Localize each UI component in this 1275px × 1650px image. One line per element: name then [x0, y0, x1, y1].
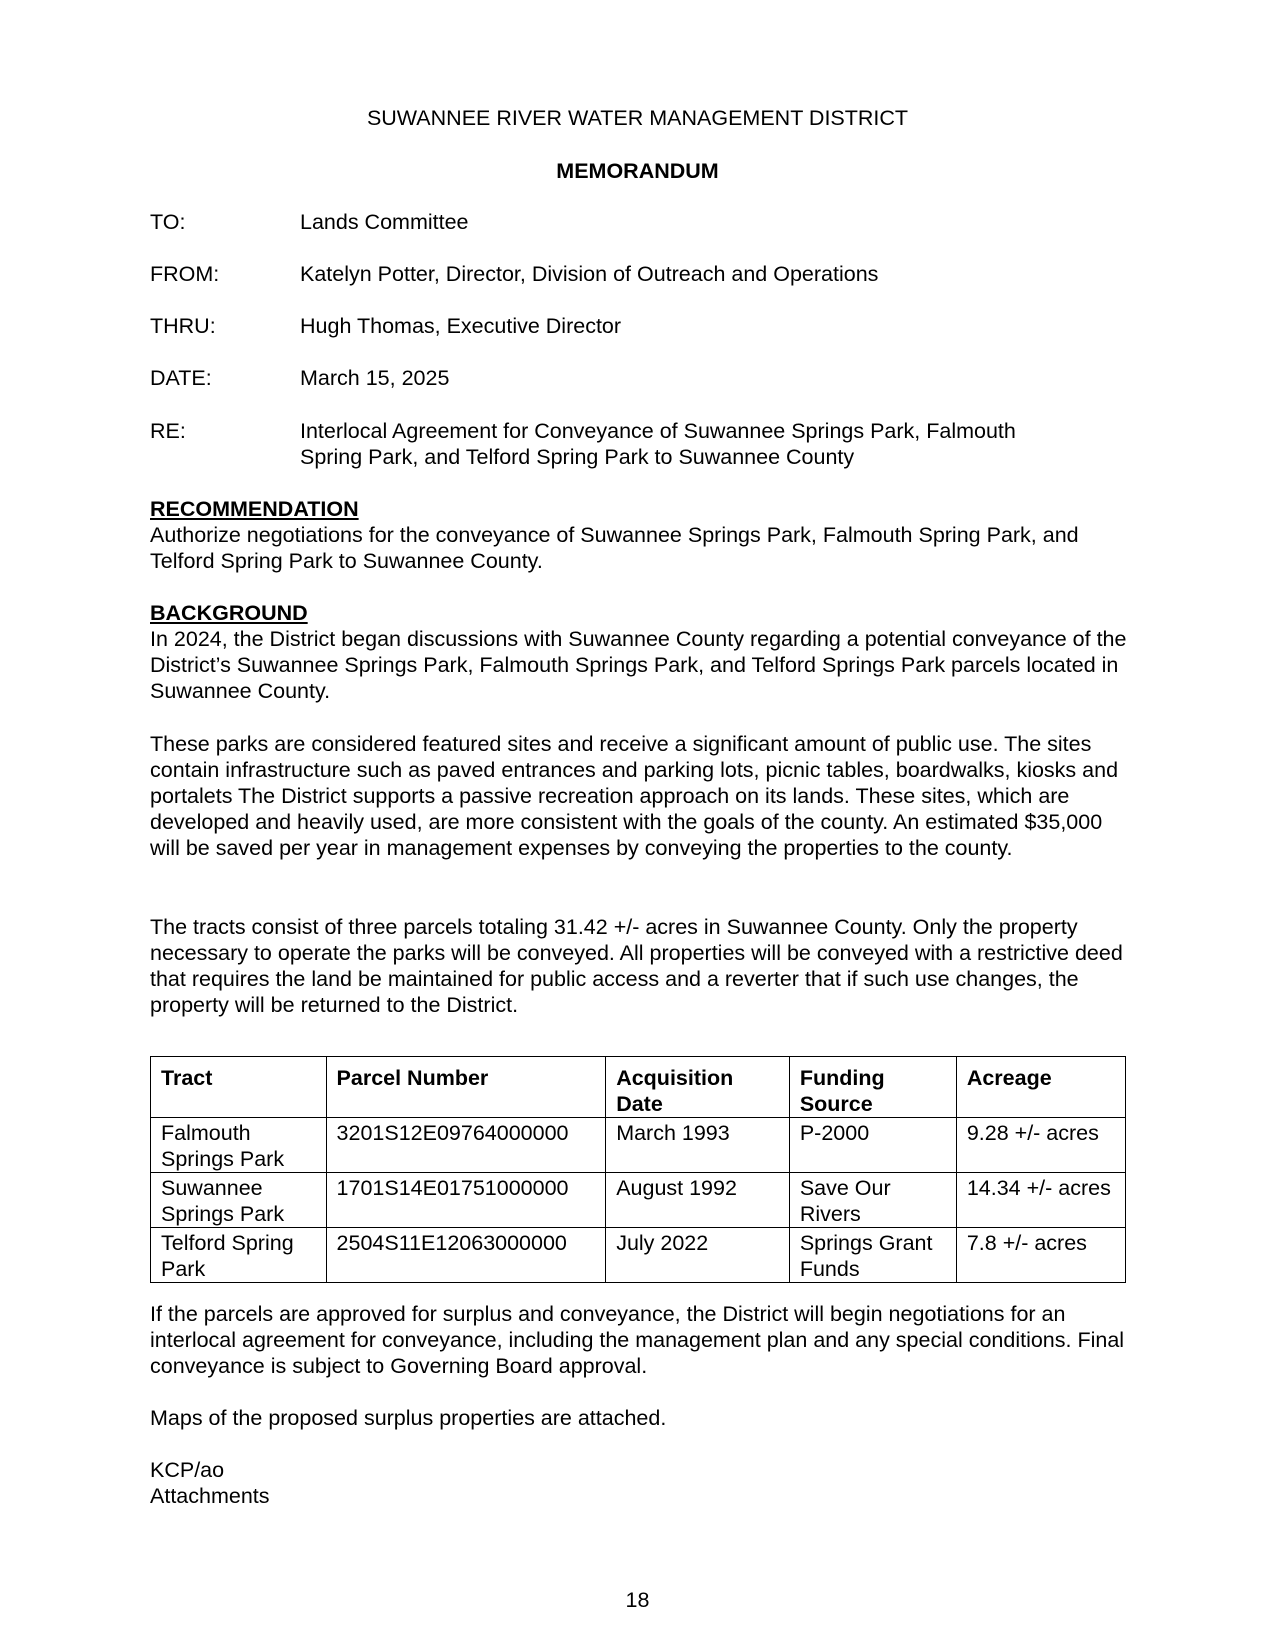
re-label: RE: — [150, 419, 186, 443]
cell-parcel-number: 1701S14E01751000000 — [326, 1173, 606, 1228]
cell-acreage: 14.34 +/- acres — [956, 1173, 1125, 1228]
cell-acquisition-date: March 1993 — [606, 1118, 790, 1173]
background-paragraph-1: In 2024, the District began discussions with Suwannee County regarding a potential conveyance of the District’s Suwannee Springs Park, Falmouth Springs Park, and Telford Springs Park parcels located in Suwannee County. — [150, 627, 1127, 703]
to-value: Lands Committee — [300, 210, 469, 234]
cell-tract: Telford Spring Park — [151, 1228, 327, 1283]
header-funding-source: Funding Source — [789, 1057, 956, 1118]
cell-tract: Suwannee Springs Park — [151, 1173, 327, 1228]
cell-funding-source: Springs Grant Funds — [789, 1228, 956, 1283]
page-number: 18 — [625, 1588, 650, 1612]
cell-funding-source: P-2000 — [789, 1118, 956, 1173]
cell-acreage: 7.8 +/- acres — [956, 1228, 1125, 1283]
cell-parcel-number: 2504S11E12063000000 — [326, 1228, 606, 1283]
date-value: March 15, 2025 — [300, 366, 450, 390]
thru-value: Hugh Thomas, Executive Director — [300, 314, 622, 338]
header-acquisition-date: Acquisition Date — [606, 1057, 790, 1118]
cell-funding-source: Save Our Rivers — [789, 1173, 956, 1228]
re-value — [300, 418, 1130, 470]
cell-acreage: 9.28 +/- acres — [956, 1118, 1125, 1173]
cell-tract: Falmouth Springs Park — [151, 1118, 327, 1173]
cell-parcel-number: 3201S12E09764000000 — [326, 1118, 606, 1173]
from-value: Katelyn Potter, Director, Division of Outreach and Operations — [300, 262, 879, 286]
table-header-row — [151, 1057, 1126, 1118]
recommendation-text: Authorize negotiations for the conveyance of Suwannee Springs Park, Falmouth Spring Park, and Telford Spring Park to Suwannee County. — [150, 523, 1079, 573]
thru-label: THRU: — [150, 314, 216, 338]
closing-paragraph-2: Maps of the proposed surplus properties are attached. — [150, 1406, 667, 1430]
background-heading: BACKGROUND — [150, 601, 308, 625]
attachments-note: Attachments — [150, 1484, 270, 1508]
recommendation-heading: RECOMMENDATION — [150, 497, 359, 521]
cell-acquisition-date: August 1992 — [606, 1173, 790, 1228]
table-row — [151, 1228, 1126, 1283]
parcel-table — [150, 1056, 1126, 1283]
background-paragraph-3: The tracts consist of three parcels totaling 31.42 +/- acres in Suwannee County. Only the property necessary to operate the parks will be conveyed. All properties will be conveyed with a restrictive deed that requires the land be maintained for public access and a reverter that if such use changes, the property will be returned to the District. — [150, 915, 1123, 1017]
date-label: DATE: — [150, 366, 212, 390]
to-label: TO: — [150, 210, 186, 234]
memo-title: MEMORANDUM — [556, 159, 719, 183]
from-label: FROM: — [150, 262, 220, 286]
table-row — [151, 1173, 1126, 1228]
re-value-line-2: Spring Park, and Telford Spring Park to Suwannee County — [300, 445, 855, 469]
table-row — [151, 1118, 1126, 1173]
cell-acquisition-date: July 2022 — [606, 1228, 790, 1283]
organization-name: SUWANNEE RIVER WATER MANAGEMENT DISTRICT — [366, 106, 909, 130]
re-value-line-1: Interlocal Agreement for Conveyance of Suwannee Springs Park, Falmouth — [300, 419, 1016, 443]
header-tract: Tract — [151, 1057, 327, 1118]
author-initials: KCP/ao — [150, 1458, 225, 1482]
background-paragraph-2: These parks are considered featured sites and receive a significant amount of public use. The sites contain infrastructure such as paved entrances and parking lots, picnic tables, boardwalks, kiosks and portalets The District supports a passive recreation approach on its lands. These sites, which are developed and heavily used, are more consistent with the goals of the county. An estimated $35,000 will be saved per year in management expenses by conveying the properties to the county. — [150, 732, 1119, 860]
header-acreage: Acreage — [956, 1057, 1125, 1118]
header-parcel-number: Parcel Number — [326, 1057, 606, 1118]
closing-paragraph-1: If the parcels are approved for surplus and conveyance, the District will begin negotiations for an interlocal agreement for conveyance, including the management plan and any special conditions. Final conveyance is subject to Governing Board approval. — [150, 1302, 1125, 1378]
